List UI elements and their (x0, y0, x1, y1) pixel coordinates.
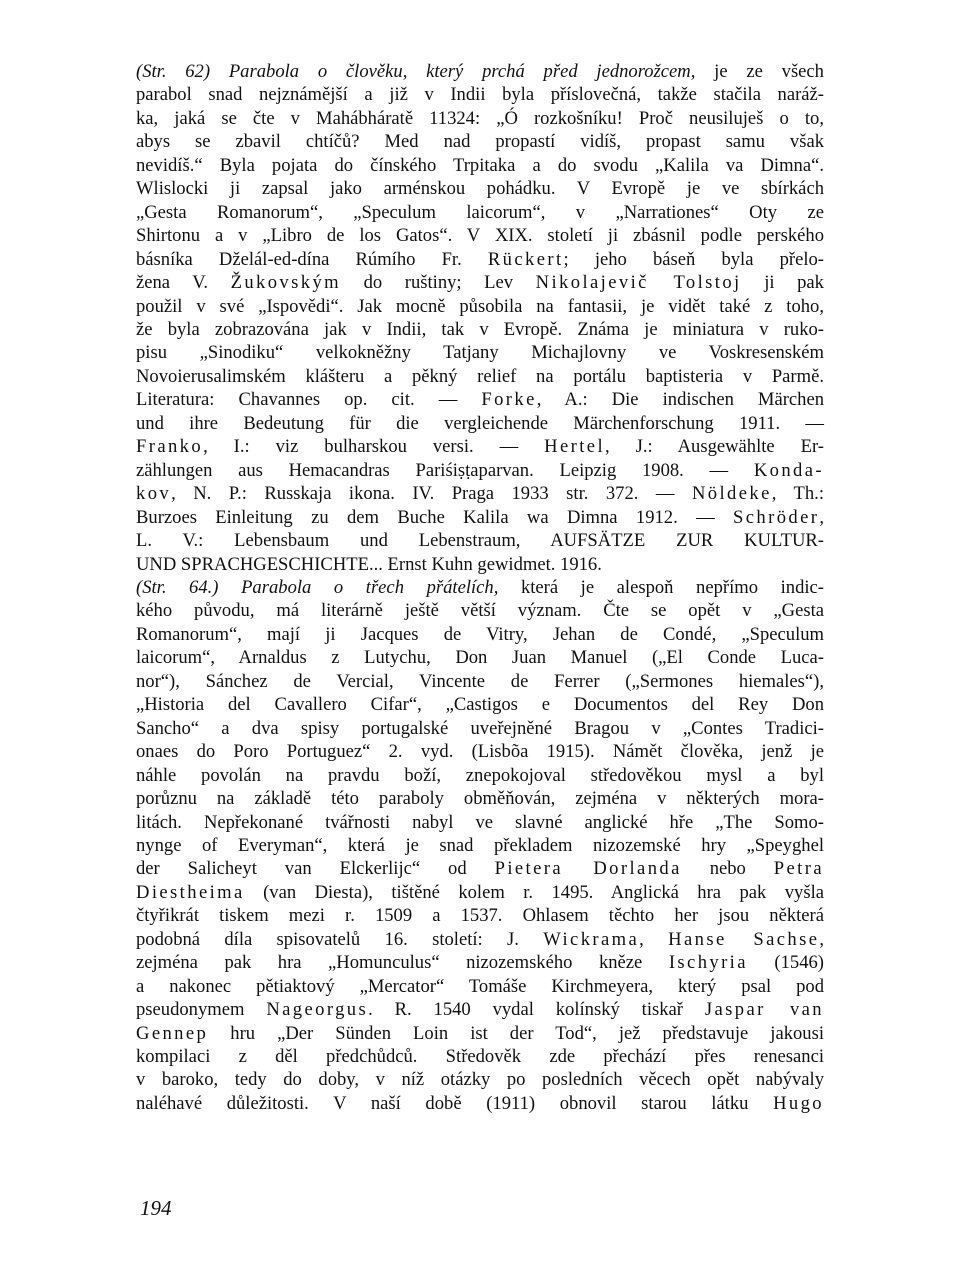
text-segment: do ruštiny; Lev (341, 272, 536, 294)
text-segment: naléhavé důležitosti. V naší době (1911) obnovil starou látku (136, 1092, 774, 1114)
text-segment: , N. P.: Russkaja ikona. IV. Praga 1933 str. 372. — (171, 483, 692, 505)
spaced-name: Hugo (773, 1092, 824, 1114)
text-line (136, 365, 824, 388)
spaced-name: Hertel (544, 436, 606, 458)
spaced-name: Franko (136, 436, 204, 458)
text-line (136, 576, 824, 599)
text-segment: čtyřikrát tiskem mezi r. 1509 a 1537. Ohlasem těchto her jsou některá (136, 905, 824, 927)
text-segment: pisu „Sinodiku“ velkokněžny Tatjany Michajlovny ve Voskresenském (136, 342, 824, 364)
italic-text: (Str. 62) (136, 61, 229, 82)
text-line (136, 1045, 824, 1068)
text-line (136, 811, 824, 834)
text-line (136, 834, 824, 857)
text-line (136, 388, 824, 411)
text-line (136, 318, 824, 341)
text-line (136, 201, 824, 224)
spaced-name: kov (136, 483, 172, 505)
text-segment: abys se zbavil chtíčů? Med nad propastí vidíš, propast samu však (136, 131, 824, 153)
text-line (136, 83, 824, 106)
text-line (136, 459, 824, 482)
text-line (136, 904, 824, 927)
text-segment: Wlislocki ji zapsal jako arménskou pohádku. V Evropě je ve sbírkách (136, 178, 824, 200)
text-line (136, 717, 824, 740)
text-segment: zejména pak hra „Homunculus“ nizozemského kněze (136, 952, 669, 974)
text-segment: , J.: Ausgewählte Er- (605, 436, 824, 458)
spaced-name: Schröder (733, 506, 820, 528)
italic-text: (Str. 64.) (136, 576, 242, 598)
text-segment: porůznu na základě této paraboly obměňován, zejména v některých mora- (136, 788, 824, 810)
body-text (136, 60, 824, 1115)
text-segment: nevidíš.“ Byla pojata do čínského Trpitaka a do svodu „Kalila va Dimna“. (136, 154, 824, 176)
text-segment: ; jeho báseň byla přelo- (563, 248, 824, 270)
text-line (136, 435, 824, 458)
italic-text: Parabola o třech přátelích, (241, 576, 499, 598)
text-line (136, 857, 824, 880)
text-line (136, 1068, 824, 1091)
text-segment: . R. 1540 vydal kolínský tiskař (368, 999, 705, 1021)
text-segment: nebo (681, 858, 774, 880)
text-segment: ji pak (741, 272, 824, 294)
spaced-name: Žukovským (230, 272, 342, 294)
spaced-name: Hanse Sachse (668, 928, 820, 950)
text-line (136, 412, 824, 435)
text-line (136, 740, 824, 763)
text-segment: (1546) (747, 952, 824, 974)
text-line (136, 623, 824, 646)
text-line (136, 130, 824, 153)
text-segment: Shirtonu a v „Libro de los Gatos“. V XIX. století ji zbásnil podle perského (136, 225, 824, 247)
text-segment: „Historia del Cavallero Cifar“, „Castigos e Documentos del Rey Don (136, 694, 824, 716)
text-segment: , (819, 506, 824, 528)
text-line (136, 482, 824, 505)
text-segment: , A.: Die indischen Märchen (536, 389, 824, 411)
text-segment: nynge of Everyman“, která je snad překladem nizozemské hry „Speyghel (136, 834, 824, 856)
spaced-name: Konda- (753, 459, 824, 481)
text-segment: litách. Nepřekonané tvářnosti nabyl ve slavné anglické hře „The Somo- (136, 811, 824, 833)
text-segment: Burzoes Einleitung zu dem Buche Kalila wa Dimna 1912. — (136, 506, 734, 528)
text-segment: v baroko, tedy do doby, v níž otázky po posledních věcech opět nabývaly (136, 1069, 824, 1091)
text-line (136, 928, 824, 951)
text-segment: je ze všech (695, 61, 824, 82)
text-segment: Novoierusalimském klášteru a pěkný relief na portálu baptisteria v Parmě. (136, 365, 824, 387)
text-segment: (van Diesta), tištěné kolem r. 1495. Anglická hra pak vyšla (244, 881, 824, 903)
text-segment: ka, jaká se čte v Mahábháratě 11324: „Ó rozkošníku! Proč neusiluješ o to, (136, 107, 824, 129)
text-segment: und ihre Bedeutung für die vergleichende Märchenforschung 1911. — (136, 412, 824, 434)
text-segment: kého původu, má literárně ještě větší význam. Čte se opět v „Gesta (136, 600, 824, 622)
text-segment: kompilaci z děl předchůdců. Středověk zde přechází přes renesanci (136, 1046, 824, 1068)
text-segment: básníka Dželál-ed-dína Rúmího Fr. (136, 248, 488, 270)
text-segment: , I.: viz bulharskou versi. — (203, 436, 545, 458)
text-segment: der Salicheyt van Elckerlijc“ od (136, 858, 495, 880)
text-segment: Sancho“ a dva spisy portugalské uveřejněné Bragou v „Contes Tradici- (136, 717, 824, 739)
text-line (136, 599, 824, 622)
text-line (136, 951, 824, 974)
text-line (136, 271, 824, 294)
spaced-name: Petra (773, 858, 824, 880)
text-line (136, 177, 824, 200)
text-line (136, 787, 824, 810)
text-segment: parabol snad nejznámější a již v Indii byla příslovečná, takže stačila naráž- (136, 84, 824, 106)
text-segment: že byla zobrazována jak v Indii, tak v Evropě. Známa je miniatura v ruko- (136, 318, 824, 340)
text-line (136, 553, 824, 576)
text-line (136, 529, 824, 552)
text-segment: hru „Der Sünden Loin ist der Tod“, jež představuje jakousi (208, 1022, 824, 1044)
spaced-name: Wickrama (543, 928, 640, 950)
text-line (136, 60, 824, 83)
spaced-name: Jaspar van (704, 999, 824, 1021)
text-segment: která je alespoň nepřímo indic- (498, 576, 824, 598)
text-segment: laicorum“, Arnaldus z Lutychu, Don Juan Manuel („El Conde Luca- (136, 647, 824, 669)
text-segment: nor“), Sánchez de Vercial, Vincente de Ferrer („Sermones hiemales“), (136, 670, 824, 692)
text-line (136, 1022, 824, 1045)
text-segment: náhle povolán na pravdu boží, znepokojoval středověkou mysl a byl (136, 764, 824, 786)
spaced-name: Pietera Dorlanda (494, 858, 682, 880)
text-segment: „Gesta Romanorum“, „Speculum laicorum“, v „Narrationes“ Oty ze (136, 201, 824, 223)
text-line (136, 154, 824, 177)
text-segment: žena V. (136, 272, 231, 294)
text-line (136, 764, 824, 787)
text-line (136, 881, 824, 904)
text-line (136, 1092, 824, 1115)
spaced-name: Ischyria (668, 952, 748, 974)
text-segment: Literatura: Chavannes op. cit. — (136, 389, 482, 411)
text-segment: , (819, 928, 825, 950)
text-line (136, 975, 824, 998)
text-line (136, 107, 824, 130)
spaced-name: Forke (481, 389, 537, 411)
text-line (136, 295, 824, 318)
page-number: 194 (140, 1196, 172, 1220)
text-segment: Romanorum“, mají ji Jacques de Vitry, Jehan de Condé, „Speculum (136, 623, 824, 645)
text-segment: a nakonec pětiaktový „Mercator“ Tomáše Kirchmeyera, který psal pod (136, 975, 824, 997)
text-segment: pseudonymem (136, 999, 267, 1021)
text-line (136, 670, 824, 693)
text-line (136, 506, 824, 529)
text-line (136, 341, 824, 364)
text-line (136, 646, 824, 669)
spaced-name: Rückert (487, 248, 564, 270)
text-segment: UND SPRACHGESCHICHTE... Ernst Kuhn gewidmet. 1916. (136, 553, 602, 575)
text-line (136, 998, 824, 1021)
spaced-name: Diestheima (136, 881, 245, 903)
text-line (136, 248, 824, 271)
spaced-name: Nikolajevič Tolstoj (535, 272, 742, 294)
spaced-name: Nöldeke (691, 483, 772, 505)
paragraph (136, 576, 824, 1115)
text-segment: , Th.: (771, 483, 824, 505)
text-segment: podobná díla spisovatelů 16. století: J. (136, 928, 544, 950)
text-line (136, 693, 824, 716)
text-line (136, 224, 824, 247)
text-segment: onaes do Poro Portuguez“ 2. vyd. (Lisbõa 1915). Námět člověka, jenž je (136, 741, 824, 763)
text-segment: , (639, 928, 669, 950)
spaced-name: Gennep (136, 1022, 209, 1044)
text-segment: zählungen aus Hemacandras Pariśiṣṭaparvan. Leipzig 1908. — (136, 459, 754, 481)
italic-text: Parabola o člověku, který prchá před jednorožcem, (228, 61, 696, 82)
text-segment: použil v své „Ispovědi“. Jak mocně působila na fantasii, je vidět také z toho, (136, 295, 824, 317)
book-page (136, 60, 824, 1200)
spaced-name: Nageorgus (266, 999, 369, 1021)
paragraph (136, 60, 824, 576)
text-segment: L. V.: Lebensbaum und Lebenstraum, AUFSÄTZE ZUR KULTUR- (136, 530, 824, 552)
